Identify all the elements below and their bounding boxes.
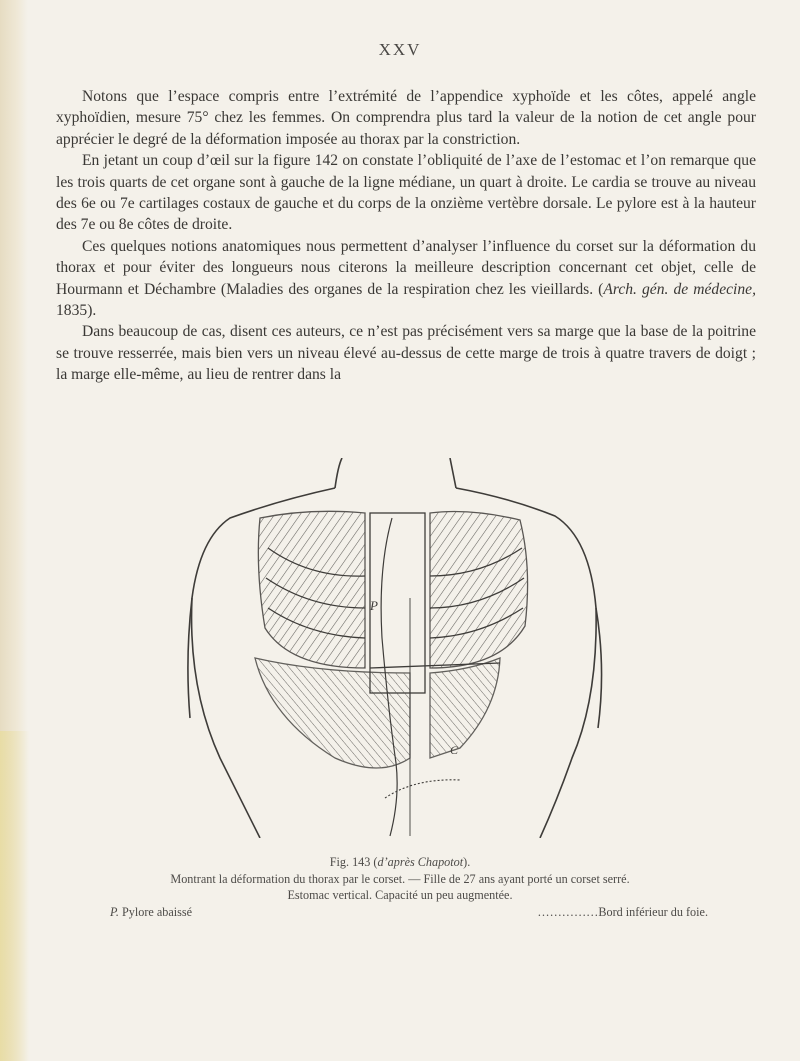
figure-label-c: C: [450, 743, 459, 757]
neck-outline: [335, 458, 456, 488]
paragraph-2: En jetant un coup d’œil sur la figure 142 on constate l’obliquité de l’axe de l’estomac et l’on remarque que les trois quarts de cet organe sont à gauche de la ligne médiane, un quart à droite. Le cardia se trouve au niveau des 6e ou 7e cartilages costaux de gauche et du corps de la onzième vertèbre dorsale. Le pylore est à la hauteur des 7e ou 8e côtes de droite.: [56, 152, 756, 234]
page-folio: XXV: [378, 40, 422, 59]
paragraph-1: Notons que l’espace compris entre l’extrémité de l’appendice xyphoïde et les côtes, appelé angle xyphoïdien, mesure 75° chez les femmes. On comprendra plus tard la valeur de la notion de cet angle pour apprécier le degré de la déformation imposée au thorax par la constriction.: [56, 88, 756, 148]
caption-source-close: ).: [463, 855, 471, 869]
anatomical-figure: [160, 458, 620, 838]
left-rib-cage: [258, 511, 365, 668]
caption-figno-line: [40, 854, 760, 871]
figure-caption: [40, 854, 760, 920]
paragraph-3: [56, 236, 756, 322]
caption-source-open: (: [373, 855, 378, 869]
caption-legend-left-text: Pylore abaissé: [118, 904, 193, 919]
caption-legend-right: ……………Bord inférieur du foie.: [537, 904, 708, 919]
lower-rib-cage: [255, 658, 500, 768]
right-rib-cage: [430, 512, 528, 668]
paragraph-3-citation: Arch. gén. de médecine,: [603, 280, 756, 298]
paragraph-4: Dans beaucoup de cas, disent ces auteurs, ce n’est pas précisément vers sa marge que la base de la poitrine se trouve resserrée, mais bien vers un niveau élevé au-dessus de cette marge de trois à quatre travers de doigt ; la marge elle-même, au lieu de rentrer dans la: [56, 323, 756, 384]
figure-label-p: P: [370, 598, 378, 613]
paragraph-3-text: Ces quelques notions anatomiques nous permettent d’analyser l’influence du corset sur la déformation du thorax et pour éviter des longueurs nous citerons la meilleure description concernant cet objet, celle de Hourmann et Déchambre (Maladies des organes de la respiration chez les vieillards. (: [56, 237, 756, 298]
caption-source: d’après Chapotot: [377, 855, 464, 869]
caption-line-2: Estomac vertical. Capacité un peu augmentée.: [287, 888, 513, 902]
caption-legend-left: [110, 904, 192, 921]
caption-legend: [40, 904, 760, 921]
caption-line-1: Montrant la déformation du thorax par le corset. — Fille de 27 ans ayant porté un corset serré.: [170, 871, 630, 886]
body-text: [56, 86, 756, 386]
page-edge-stain: [0, 731, 30, 1061]
caption-legend-key: P.: [110, 904, 119, 919]
paragraph-3-text-end: 1835).: [56, 302, 97, 320]
caption-figno: Fig. 143: [329, 855, 371, 869]
